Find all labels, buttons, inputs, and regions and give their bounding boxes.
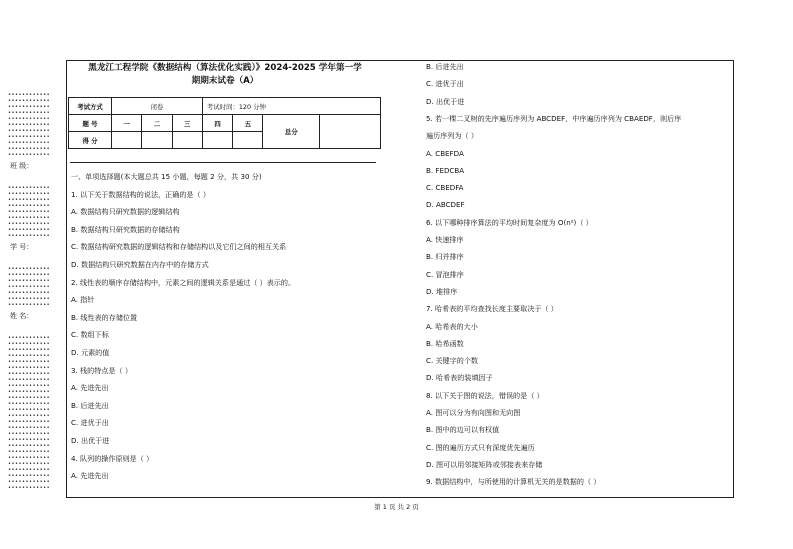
answer-option: D. 出优于进 <box>71 436 110 445</box>
answer-option: A. 先进先出 <box>71 471 109 481</box>
answer-option: B. FEDCBA <box>426 165 465 175</box>
answer-option: B. 归并排序 <box>426 252 464 262</box>
score-label: 得 分 <box>69 132 112 149</box>
answer-option: A. 图可以分为有向图和无向图 <box>426 408 521 417</box>
answer-option: A. 数据结构只研究数据的逻辑结构 <box>71 207 180 217</box>
question-text: 6. 以下哪种排序算法的平均时间复杂度为 O(n²)（ ） <box>426 217 593 227</box>
answer-option: C. 数据结构研究数据的逻辑结构和存储结构以及它们之间的相互关系 <box>71 242 287 252</box>
score-cell-1[interactable] <box>112 132 142 149</box>
question-no-label: 题 号 <box>69 115 112 132</box>
question-text: 一、单项选择题(本大题总共 15 小题，每题 2 分，共 30 分) <box>71 172 262 181</box>
name-label: 姓 名： <box>10 312 34 320</box>
answer-option: C. 进优于出 <box>71 418 109 428</box>
answer-option: A. 先进先出 <box>71 383 109 393</box>
answer-option: B. 后进先出 <box>71 400 109 410</box>
question-text: 4. 队列的操作原则是（ ） <box>71 453 154 463</box>
q-col-2: 二 <box>142 115 172 132</box>
exam-title-line1: 黑龙江工程学院《数据结构（算法优化实践）》2024-2025 学年第一学 <box>88 63 362 73</box>
answer-option: C. 进优于出 <box>426 79 464 89</box>
question-text: 8. 以下关于图的说法，错误的是（ ） <box>426 390 544 400</box>
answer-option: A. CBEFDA <box>426 148 464 158</box>
answer-option: B. 线性表的存储位置 <box>71 312 138 322</box>
student-id-label: 学 号： <box>10 243 34 251</box>
answer-option: D. 元素的值 <box>71 348 110 357</box>
answer-option: D. 哈希表的装填因子 <box>426 373 493 383</box>
answer-option: C. 关键字的个数 <box>426 356 479 366</box>
answer-option: B. 数据结构只研究数据的存储结构 <box>71 224 180 234</box>
question-text: 9. 数据结构中，与所使用的计算机无关的是数据的（ ） <box>426 477 601 487</box>
answer-option: A. 快速排序 <box>426 235 464 244</box>
divider <box>70 162 376 163</box>
answer-option: A. 哈希表的大小 <box>426 321 478 331</box>
answer-option: C. 冒泡排序 <box>426 269 464 279</box>
class-label: 班 级： <box>10 162 34 170</box>
total-label: 总分 <box>263 115 320 149</box>
answer-option: C. 数组下标 <box>71 330 109 340</box>
score-cell-2[interactable] <box>142 132 172 149</box>
exam-mode-label: 考试方式 <box>69 98 112 115</box>
answer-option: D. 堆排序 <box>426 286 458 296</box>
score-cell-5[interactable] <box>233 132 263 149</box>
q-col-4: 四 <box>202 115 232 132</box>
question-text: 1. 以下关于数据结构的说法，正确的是（ ） <box>71 189 210 199</box>
question-text-continued: 遍历序列为（ ） <box>426 131 478 141</box>
page-footer: 第 1 页 共 2 页 <box>374 503 419 511</box>
score-cell-4[interactable] <box>202 132 232 149</box>
answer-option: B. 哈希函数 <box>426 338 464 348</box>
answer-option: D. 数据结构只研究数据在内存中的存储方式 <box>71 260 209 269</box>
binding-gutter: •••••••••••• •••••••••••• •••••••••••• •••••••••••• •••••••••••• •••••••••••• •••••••••••• •••••••••••• •••••••••••• •••••••••••• •••••••••••• 班 级： •••••••••••• •••••••••••• •••••••••••• •••••••••••• •••••••••••• •••••••••••• •••••••••••• •••••••••••• •••••••••••• 学 号： •••••••••••• •••••••••••• •••••••••••• •••••••••••• •••••••••••• •••••••••••• •••••••••••• 姓 名： •••••••••••• •••••••••••• •••••••••••• •••••••••••• •••••••••••• •••••••••••• •••••••••••• •••••••••••• •••••••••••• •••••••••••• •••••••••••• •••••••••••• •••••••••••• •••••••••••• •••••••••••• •••••••••••• •••••••••••• •••••••••••• •••••••••••• •••••••••••• •••••••••••• •••••••••••• •••••••••••• •••••••••••• •••••••••••• •••••••••••• <box>8 92 58 491</box>
score-cell-3[interactable] <box>172 132 202 149</box>
question-text: 2. 线性表的顺序存储结构中，元素之间的逻辑关系是通过（ ）表示的。 <box>71 277 296 287</box>
exam-title <box>70 62 380 88</box>
answer-option: A. 指针 <box>71 295 95 305</box>
answer-option: C. CBEDFA <box>426 183 464 193</box>
question-text: 5. 若一棵二叉树的先序遍历序列为 ABCDEF，中序遍历序列为 CBAEDF，则后序 <box>426 113 682 123</box>
score-table <box>68 97 381 149</box>
q-col-5: 五 <box>233 115 263 132</box>
answer-option: C. 图的遍历方式只有深度优先遍历 <box>426 442 535 452</box>
exam-time: 考试时间：120 分钟 <box>202 98 380 115</box>
question-text: 7. 哈希表的平均查找长度主要取决于（ ） <box>426 304 558 314</box>
answer-option: D. ABCDEF <box>426 200 465 210</box>
q-col-1: 一 <box>112 115 142 132</box>
question-text: 3. 栈的特点是（ ） <box>71 365 132 375</box>
exam-title-line2: 期期末试卷（A） <box>191 76 259 86</box>
total-score-cell[interactable] <box>320 115 381 149</box>
q-col-3: 三 <box>172 115 202 132</box>
exam-mode-value: 闭卷 <box>112 98 203 115</box>
answer-option: B. 后进先出 <box>426 62 464 71</box>
answer-option: D. 出优于进 <box>426 96 465 106</box>
answer-option: D. 图可以用邻接矩阵或邻接表来存储 <box>426 459 543 469</box>
answer-option: B. 图中的边可以有权值 <box>426 425 500 435</box>
